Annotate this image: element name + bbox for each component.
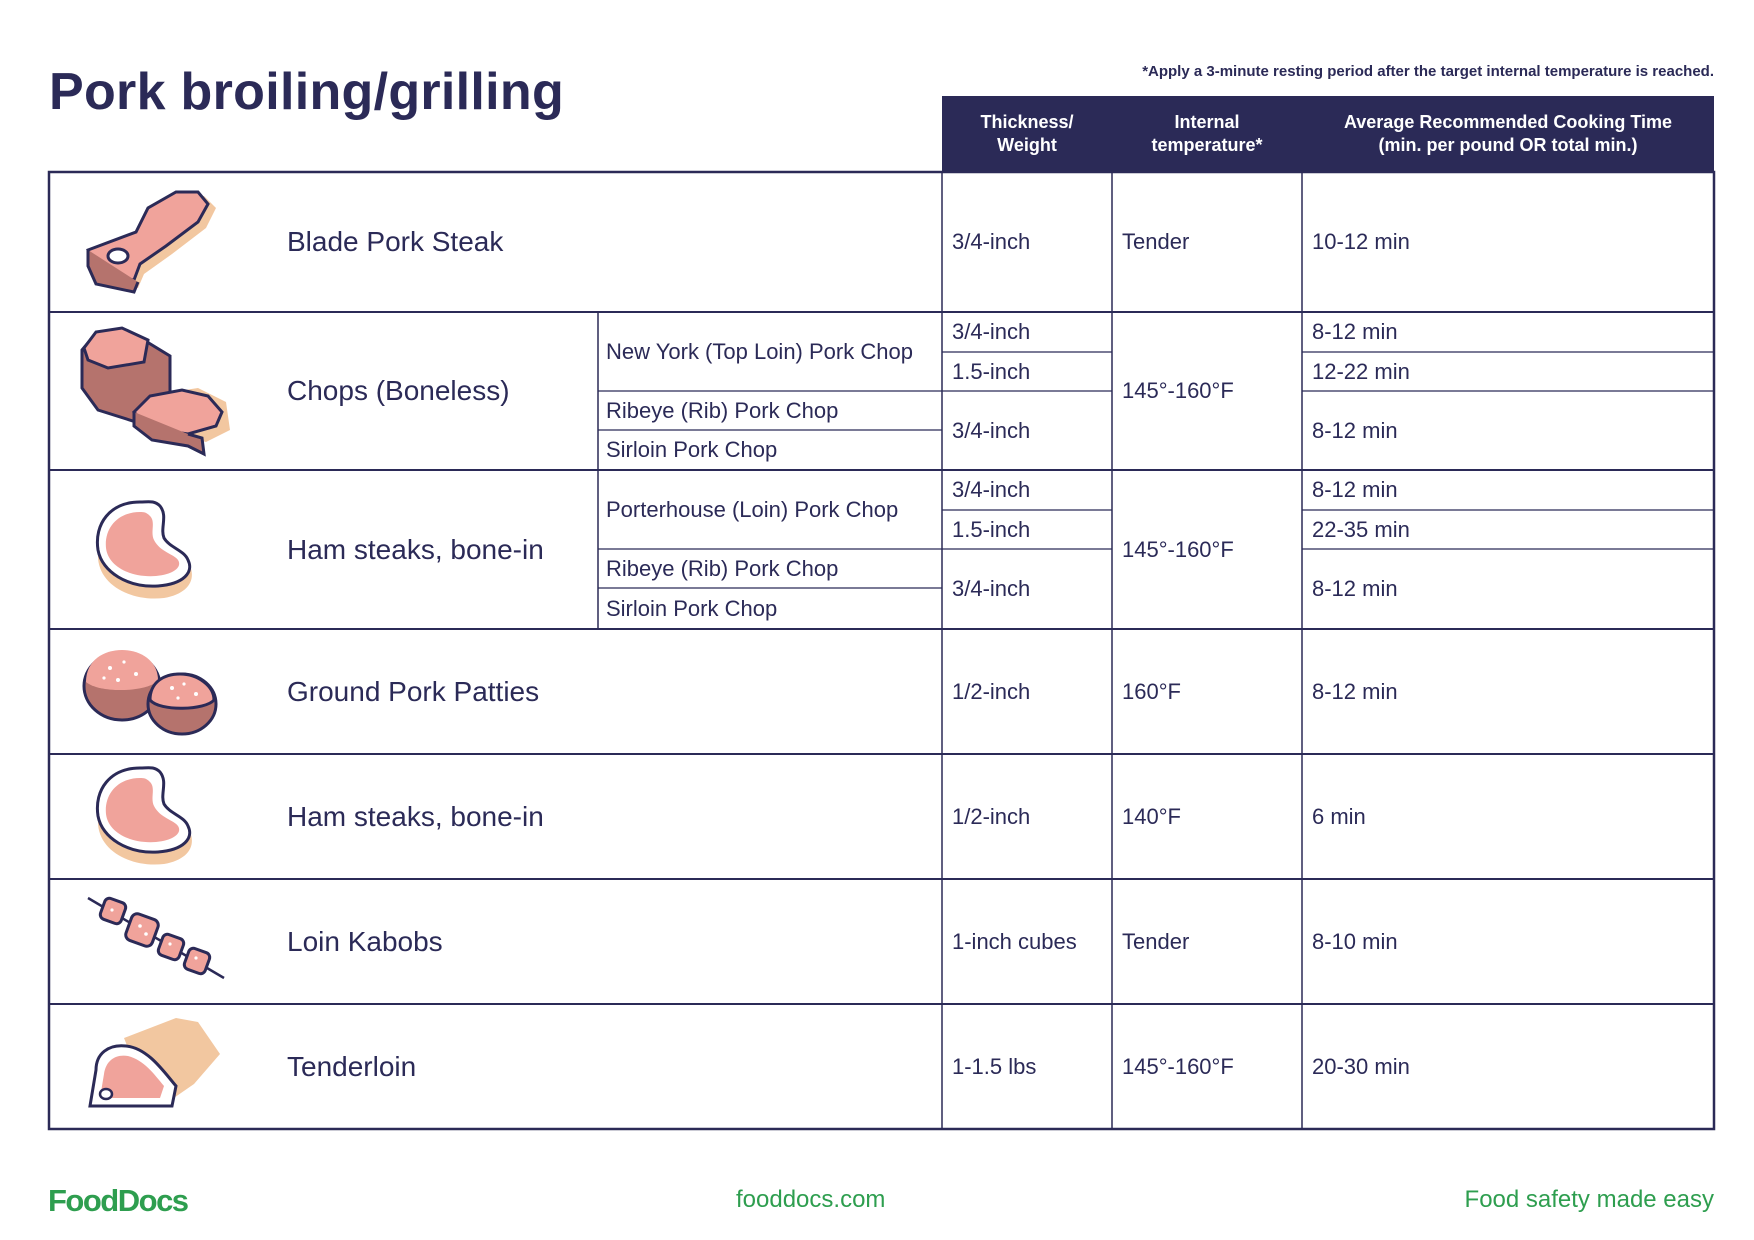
cut-label: Blade Pork Steak	[287, 226, 504, 257]
tenderloin-icon	[84, 1014, 224, 1116]
header-temperature: Internal temperature*	[1151, 112, 1263, 155]
thickness-value: 3/4-inch	[952, 576, 1031, 601]
thickness-value: 3/4-inch	[952, 477, 1031, 502]
resting-note: *Apply a 3-minute resting period after the target internal temperature is reached.	[1142, 63, 1714, 80]
thickness-value: 1/2-inch	[952, 678, 1031, 704]
temperature-value: Tender	[1122, 229, 1190, 254]
cooking-time-value: 10-12 min	[1312, 229, 1410, 254]
sub-cut-label: Porterhouse (Loin) Pork Chop	[606, 496, 899, 522]
temperature-value: 145°-160°F	[1122, 1053, 1234, 1079]
ham-steak-icon	[90, 760, 200, 870]
table-header	[942, 96, 1714, 172]
cut-label: Ham steaks, bone-in	[287, 533, 544, 565]
cooking-time-value: 8-12 min	[1312, 576, 1398, 601]
svg-text:FoodDocs: FoodDocs	[48, 1183, 188, 1218]
cooking-time-value: 12-22 min	[1312, 358, 1410, 384]
temperature-value: 145°-160°F	[1122, 378, 1234, 403]
header-cooking-time: Average Recommended Cooking Time (min. per pound OR total min.)	[1343, 112, 1673, 155]
thickness-value: 1/2-inch	[952, 803, 1031, 829]
sub-cut-label: Ribeye (Rib) Pork Chop	[606, 397, 839, 423]
temperature-value: 145°-160°F	[1122, 536, 1234, 562]
header-thickness: Thickness/ Weight	[980, 112, 1074, 155]
kabob-skewer-icon	[84, 892, 230, 982]
sub-cut-label: Sirloin Pork Chop	[606, 437, 778, 462]
page-title: Pork broiling/grilling	[49, 63, 565, 121]
cooking-time-value: 8-12 min	[1312, 678, 1398, 704]
thickness-value: 1-inch cubes	[952, 928, 1077, 954]
cooking-time-value: 8-12 min	[1312, 417, 1398, 443]
cooking-time-value: 8-12 min	[1312, 319, 1398, 344]
cut-label: Ground Pork Patties	[287, 675, 540, 707]
fooddocs-logo[interactable]	[48, 1180, 194, 1220]
sub-cut-label: Ribeye (Rib) Pork Chop	[606, 555, 839, 581]
thickness-value: 1.5-inch	[952, 516, 1031, 542]
cooking-time-value: 8-10 min	[1312, 928, 1398, 954]
tagline: Food safety made easy	[1464, 1186, 1714, 1213]
website-link[interactable]: fooddocs.com	[736, 1186, 886, 1213]
pork-steak-icon	[80, 184, 220, 294]
cooking-time-value: 20-30 min	[1312, 1053, 1410, 1079]
ham-steak-icon	[90, 494, 200, 604]
cut-label: Tenderloin	[287, 1050, 417, 1082]
cut-label: Loin Kabobs	[287, 925, 443, 957]
thickness-value: 1-1.5 lbs	[952, 1053, 1037, 1079]
sub-cut-label: Sirloin Pork Chop	[606, 595, 778, 621]
pork-chops-icon	[78, 322, 238, 462]
temperature-value: 160°F	[1122, 678, 1181, 704]
thickness-value: 3/4-inch	[952, 229, 1031, 254]
thickness-value: 1.5-inch	[952, 358, 1031, 384]
cut-label: Ham steaks, bone-in	[287, 800, 544, 832]
thickness-value: 3/4-inch	[952, 417, 1031, 443]
cut-label: Chops (Boneless)	[287, 375, 510, 406]
cooking-time-value: 8-12 min	[1312, 477, 1398, 502]
temperature-value: 140°F	[1122, 803, 1181, 829]
pork-patties-icon	[80, 644, 220, 740]
thickness-value: 3/4-inch	[952, 319, 1031, 344]
sub-cut-label: New York (Top Loin) Pork Chop	[606, 338, 913, 364]
cooking-time-value: 22-35 min	[1312, 516, 1410, 542]
temperature-value: Tender	[1122, 928, 1190, 954]
cooking-time-value: 6 min	[1312, 803, 1366, 829]
